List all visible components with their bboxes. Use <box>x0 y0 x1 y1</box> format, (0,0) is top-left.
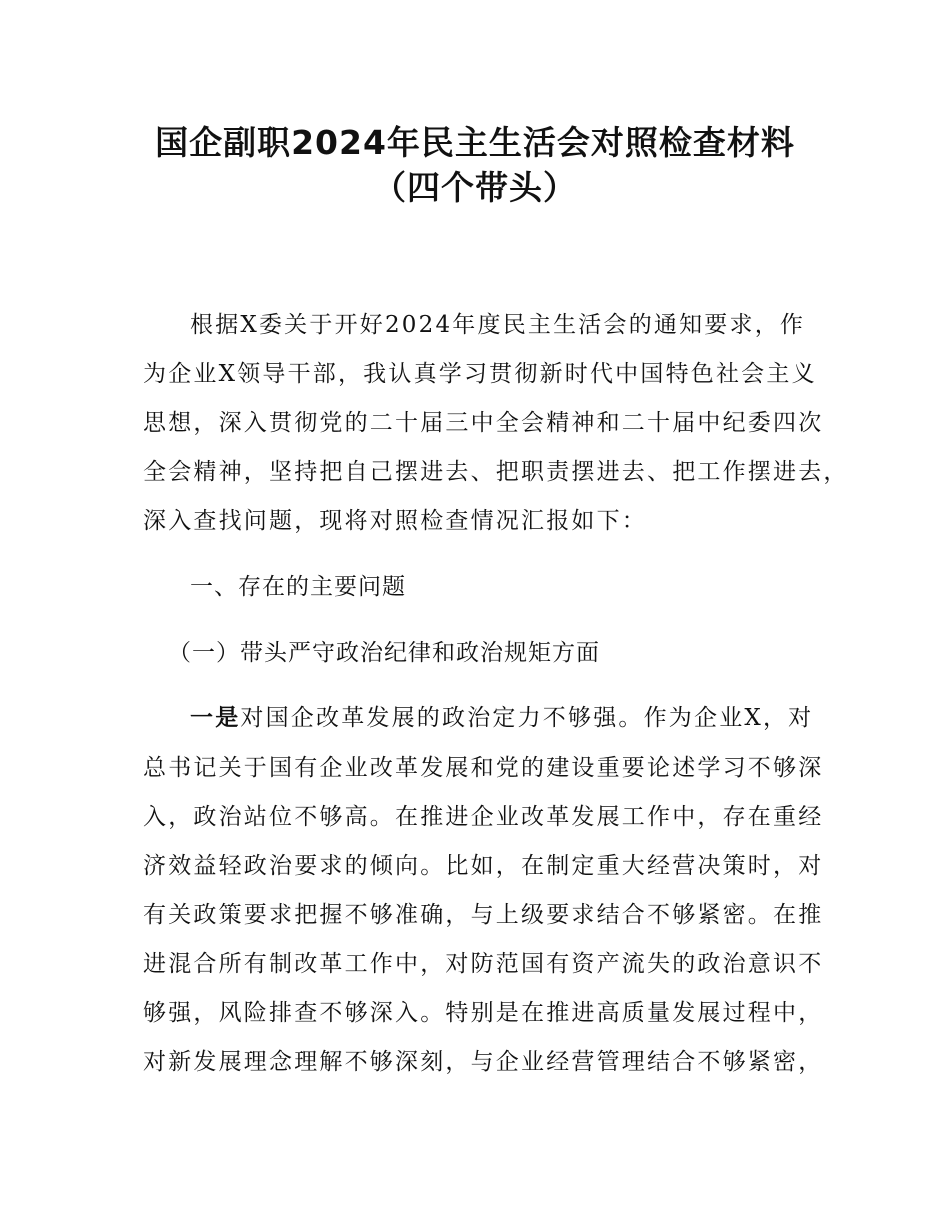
point-line: 总书记关于国有企业改革发展和党的建设重要论述学习不够深 <box>143 755 824 781</box>
section-heading: 一、存在的主要问题 <box>190 574 406 600</box>
point-text: 对国企改革发展的政治定力不够强。作为企业X，对 <box>240 705 814 731</box>
point-line: 进混合所有制改革工作中，对防范国有资产流失的政治意识不 <box>143 951 824 977</box>
point-line: 够强，风险排查不够深入。特别是在推进高质量发展过程中， <box>143 1000 824 1026</box>
intro-line: 全会精神，坚持把自己摆进去、把职责摆进去、把工作摆进去， <box>143 459 849 485</box>
intro-line: 深入查找问题，现将对照检查情况汇报如下： <box>143 508 647 534</box>
document-subtitle: （四个带头） <box>373 168 577 207</box>
point-lead: 一是 <box>190 705 241 731</box>
subsection-heading: （一）带头严守政治纪律和政治规矩方面 <box>168 640 600 666</box>
point-line: 对新发展理念理解不够深刻，与企业经营管理结合不够紧密， <box>143 1049 824 1075</box>
point-first-line <box>190 702 890 734</box>
document-title: 国企副职2024年民主生活会对照检查材料 <box>155 123 795 162</box>
point-line: 济效益轻政治要求的倾向。比如，在制定重大经营决策时，对 <box>143 853 824 879</box>
intro-line: 根据X委关于开好2024年度民主生活会的通知要求，作 <box>190 312 806 338</box>
intro-line: 为企业X领导干部，我认真学习贯彻新时代中国特色社会主义 <box>143 361 817 387</box>
point-line: 入，政治站位不够高。在推进企业改革发展工作中，存在重经 <box>143 804 824 830</box>
intro-line: 思想，深入贯彻党的二十届三中全会精神和二十届中纪委四次 <box>143 410 824 436</box>
point-line: 有关政策要求把握不够准确，与上级要求结合不够紧密。在推 <box>143 902 824 928</box>
